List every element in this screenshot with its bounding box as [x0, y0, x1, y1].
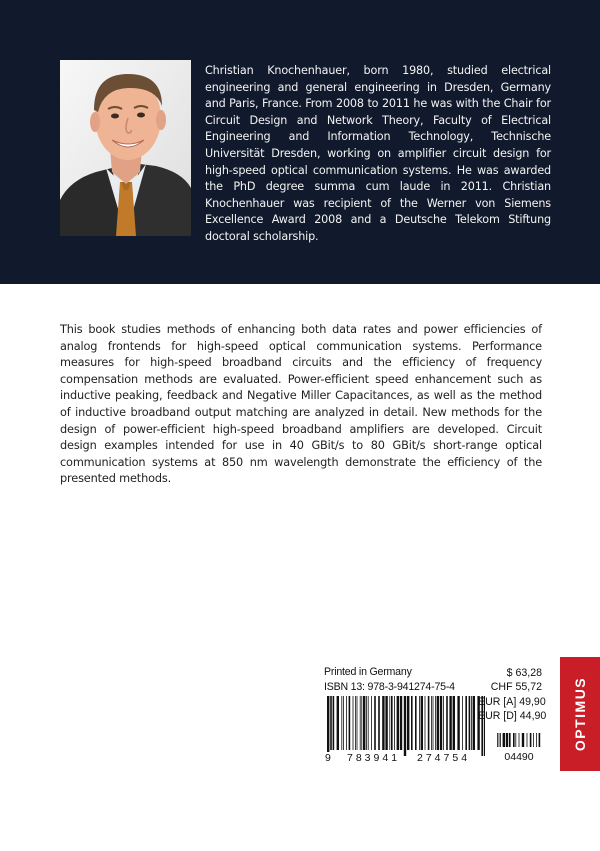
barcode-bar: [330, 696, 332, 750]
barcode-bar: [539, 733, 541, 747]
barcode-bar: [499, 733, 500, 747]
price-eur-d: EUR [D] 44,90: [478, 709, 547, 722]
barcode-bar: [443, 696, 444, 750]
barcode-bar: [368, 696, 369, 750]
barcode-bar: [357, 696, 358, 750]
barcode-bar: [337, 696, 339, 750]
barcode-bar: [363, 696, 365, 750]
barcode-bar: [500, 733, 501, 747]
barcode-bar: [497, 733, 498, 747]
barcode-bar: [419, 696, 420, 750]
barcode-bar: [457, 696, 459, 750]
barcode-bar: [421, 696, 423, 750]
publisher-tab: [560, 657, 600, 771]
barcode-bar: [404, 696, 406, 756]
barcode-bar: [446, 696, 448, 750]
barcode-bar: [527, 733, 528, 747]
barcode-bar: [473, 696, 475, 750]
barcode-bar: [371, 696, 372, 750]
barcode-bar: [433, 696, 434, 750]
printed-in-label: Printed in Germany: [324, 666, 412, 678]
barcode-bar: [519, 733, 520, 747]
barcode-bar: [513, 733, 515, 747]
author-band: [0, 0, 600, 284]
barcode-bar: [366, 696, 367, 750]
barcode-digit-lead: 9: [325, 752, 331, 764]
author-portrait-icon: [60, 60, 191, 236]
barcode-digits-right: 274754: [417, 752, 471, 764]
author-bio: Christian Knochenhauer, born 1980, studied electrical engineering and general engineering in Dresden, Germany and Paris, France. From 2008 to 2011 he was with the Chair for Circuit Design and Network Theory, Faculty of Electrical Engineering and Information Technology, Technische Universität Dresden, working on amplifier circuit design for high-speed optical communication systems. He was awarded the PhD degree summa cum laude in 2011. Christian Knochenhauer was recipient of the Werner von Siemens Excellence Award 2008 and a Deutsche Telekom Stiftung doctoral scholarship.: [205, 64, 551, 243]
price-list: [478, 666, 547, 723]
price-chf: CHF 55,72: [490, 681, 542, 694]
barcode-bar: [440, 696, 442, 750]
barcode-bar: [333, 696, 335, 750]
barcode-bar: [343, 696, 344, 750]
barcode-bar: [349, 696, 351, 750]
publisher-name: OPTIMUS: [572, 676, 588, 752]
barcode-bar: [469, 696, 471, 750]
author-photo: [60, 60, 191, 236]
barcode-bar: [530, 733, 532, 747]
barcode-bar: [428, 696, 430, 750]
barcode-bar: [449, 696, 451, 750]
barcode-digits: [324, 752, 489, 766]
barcode-bar: [407, 696, 409, 750]
price-usd: $ 63,28: [506, 667, 542, 679]
price-addon-digits: [497, 751, 541, 763]
barcode-bar: [360, 696, 361, 750]
barcode-bar: [327, 696, 329, 756]
barcode-bar: [471, 696, 472, 750]
barcode-bar: [465, 696, 467, 750]
barcode-bar: [385, 696, 387, 750]
barcode-bar: [389, 696, 390, 750]
barcode-bar: [509, 733, 511, 747]
barcode-bar: [382, 696, 384, 750]
price-eur-a: EUR [A] 49,90: [478, 695, 546, 708]
barcode-bar: [394, 696, 395, 750]
barcode-bar: [361, 696, 362, 750]
ean-barcode-bars: [327, 696, 485, 756]
barcode-bar: [397, 696, 399, 750]
barcode-bar: [431, 696, 432, 750]
barcode-bar: [522, 733, 524, 747]
barcode-bar: [346, 696, 347, 750]
barcode-bar: [503, 733, 505, 747]
publisher-logo: [560, 657, 600, 771]
addon-digits-label: 04490: [504, 751, 534, 763]
barcode-bar: [506, 733, 508, 747]
barcode-bar: [374, 696, 376, 750]
barcode-bar: [536, 733, 537, 747]
barcode-bar: [533, 733, 534, 747]
barcode-bar: [437, 696, 439, 750]
book-blurb: This book studies methods of enhancing both data rates and power efficiencies of analog frontends for high-speed optical communication systems. Performance measures for high-speed broadband circuits and the efficiency of frequency compensation methods are evaluated. Power-efficient speed enhancement such as inductive peaking, feedback and Negative Miller Capacitances, as well as the method of inductive broadband output matching are analyzed in detail. New methods for the design of power-efficient high-speed broadband amplifiers are developed. Circuit design examples intended for use in 40 GBit/s to 80 GBit/s short-range optical communication systems at 850 nm wavelength demonstrate the efficiency of the presented methods.: [60, 323, 542, 486]
barcode-digits-left: 783941: [347, 752, 401, 764]
barcode-bar: [411, 696, 413, 750]
barcode-bar: [391, 696, 393, 750]
isbn-barcode: [324, 666, 489, 770]
barcode-bar: [425, 696, 426, 750]
barcode-bar: [355, 696, 356, 750]
barcode-bar: [415, 696, 417, 750]
barcode-bar: [453, 696, 455, 750]
barcode-bar: [515, 733, 516, 747]
barcode-bar: [378, 696, 380, 750]
barcode-bar: [400, 696, 402, 750]
isbn-label: ISBN 13: 978-3-941274-75-4: [324, 681, 455, 693]
barcode-bar: [462, 696, 463, 750]
barcode-bar: [341, 696, 342, 750]
barcode-bar: [353, 696, 354, 750]
barcode-bar: [435, 696, 436, 750]
